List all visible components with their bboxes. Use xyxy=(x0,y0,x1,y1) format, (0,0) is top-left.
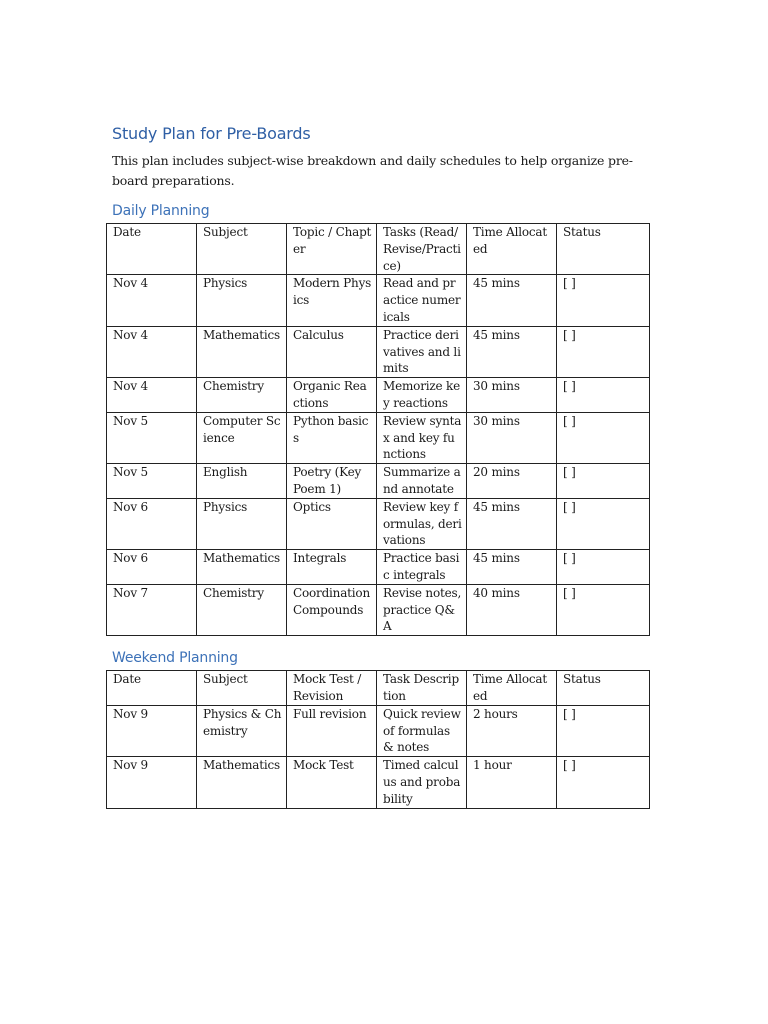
daily-table-body xyxy=(107,275,650,636)
cell-subject: Chemistry xyxy=(197,378,287,413)
cell-subject: Physics xyxy=(197,275,287,326)
cell-subject: Physics xyxy=(197,498,287,549)
cell-date: Nov 4 xyxy=(107,326,197,377)
table-row xyxy=(107,378,650,413)
cell-subject: Physics & Chemistry xyxy=(197,705,287,756)
header-date: Date xyxy=(107,224,197,275)
cell-time: 40 mins xyxy=(467,584,557,635)
cell-status: [ ] xyxy=(557,705,650,756)
cell-subject: Computer Science xyxy=(197,412,287,463)
cell-topic: Integrals xyxy=(287,550,377,585)
table-row xyxy=(107,705,650,756)
cell-time: 45 mins xyxy=(467,550,557,585)
cell-subject: Mathematics xyxy=(197,326,287,377)
cell-topic: Optics xyxy=(287,498,377,549)
header-topic: Topic / Chapter xyxy=(287,224,377,275)
cell-tasks: Read and practice numericals xyxy=(377,275,467,326)
cell-time: 30 mins xyxy=(467,412,557,463)
cell-status: [ ] xyxy=(557,498,650,549)
cell-date: Nov 6 xyxy=(107,550,197,585)
cell-time: 1 hour xyxy=(467,757,557,808)
header-time: Time Allocated xyxy=(467,671,557,706)
cell-topic: Coordination Compounds xyxy=(287,584,377,635)
cell-topic: Organic Reactions xyxy=(287,378,377,413)
table-row xyxy=(107,412,650,463)
header-status: Status xyxy=(557,224,650,275)
cell-status: [ ] xyxy=(557,275,650,326)
daily-table-header xyxy=(107,224,650,275)
header-tasks: Tasks (Read/Revise/Practice) xyxy=(377,224,467,275)
cell-topic: Poetry (Key Poem 1) xyxy=(287,464,377,499)
table-row xyxy=(107,550,650,585)
header-status: Status xyxy=(557,671,650,706)
cell-mock-test: Full revision xyxy=(287,705,377,756)
header-date: Date xyxy=(107,671,197,706)
weekend-table-body xyxy=(107,705,650,808)
intro-paragraph: This plan includes subject-wise breakdown and daily schedules to help organize pre-board preparations. xyxy=(112,153,633,188)
cell-status: [ ] xyxy=(557,412,650,463)
cell-status: [ ] xyxy=(557,326,650,377)
cell-date: Nov 6 xyxy=(107,498,197,549)
cell-status: [ ] xyxy=(557,550,650,585)
cell-task-description: Quick review of formulas & notes xyxy=(377,705,467,756)
cell-status: [ ] xyxy=(557,464,650,499)
cell-date: Nov 5 xyxy=(107,412,197,463)
cell-tasks: Practice derivatives and limits xyxy=(377,326,467,377)
table-row xyxy=(107,498,650,549)
cell-tasks: Practice basic integrals xyxy=(377,550,467,585)
cell-status: [ ] xyxy=(557,584,650,635)
page-title: Study Plan for Pre-Boards xyxy=(112,124,311,143)
cell-subject: Mathematics xyxy=(197,757,287,808)
cell-time: 30 mins xyxy=(467,378,557,413)
cell-tasks: Revise notes, practice Q&A xyxy=(377,584,467,635)
cell-mock-test: Mock Test xyxy=(287,757,377,808)
document-content xyxy=(106,124,650,809)
table-header-row xyxy=(107,671,650,706)
cell-status: [ ] xyxy=(557,378,650,413)
cell-subject: English xyxy=(197,464,287,499)
cell-date: Nov 4 xyxy=(107,378,197,413)
table-row xyxy=(107,326,650,377)
cell-topic: Python basics xyxy=(287,412,377,463)
daily-planning-heading: Daily Planning xyxy=(112,203,210,219)
table-row xyxy=(107,757,650,808)
table-header-row xyxy=(107,224,650,275)
cell-time: 2 hours xyxy=(467,705,557,756)
weekend-planning-table xyxy=(106,670,650,808)
cell-tasks: Memorize key reactions xyxy=(377,378,467,413)
cell-date: Nov 9 xyxy=(107,705,197,756)
cell-time: 20 mins xyxy=(467,464,557,499)
cell-date: Nov 9 xyxy=(107,757,197,808)
table-row xyxy=(107,584,650,635)
cell-time: 45 mins xyxy=(467,326,557,377)
cell-tasks: Review key formulas, derivations xyxy=(377,498,467,549)
cell-tasks: Summarize and annotate xyxy=(377,464,467,499)
table-row xyxy=(107,275,650,326)
header-task-description: Task Description xyxy=(377,671,467,706)
cell-subject: Chemistry xyxy=(197,584,287,635)
cell-time: 45 mins xyxy=(467,275,557,326)
weekend-table-header xyxy=(107,671,650,706)
cell-date: Nov 7 xyxy=(107,584,197,635)
cell-status: [ ] xyxy=(557,757,650,808)
weekend-planning-heading: Weekend Planning xyxy=(112,650,238,667)
cell-date: Nov 4 xyxy=(107,275,197,326)
cell-topic: Calculus xyxy=(287,326,377,377)
cell-topic: Modern Physics xyxy=(287,275,377,326)
cell-time: 45 mins xyxy=(467,498,557,549)
cell-subject: Mathematics xyxy=(197,550,287,585)
cell-tasks: Review syntax and key functions xyxy=(377,412,467,463)
header-time: Time Allocated xyxy=(467,224,557,275)
cell-task-description: Timed calculus and probability xyxy=(377,757,467,808)
cell-date: Nov 5 xyxy=(107,464,197,499)
header-mock-test: Mock Test / Revision xyxy=(287,671,377,706)
table-row xyxy=(107,464,650,499)
header-subject: Subject xyxy=(197,671,287,706)
header-subject: Subject xyxy=(197,224,287,275)
daily-planning-table xyxy=(106,223,650,636)
